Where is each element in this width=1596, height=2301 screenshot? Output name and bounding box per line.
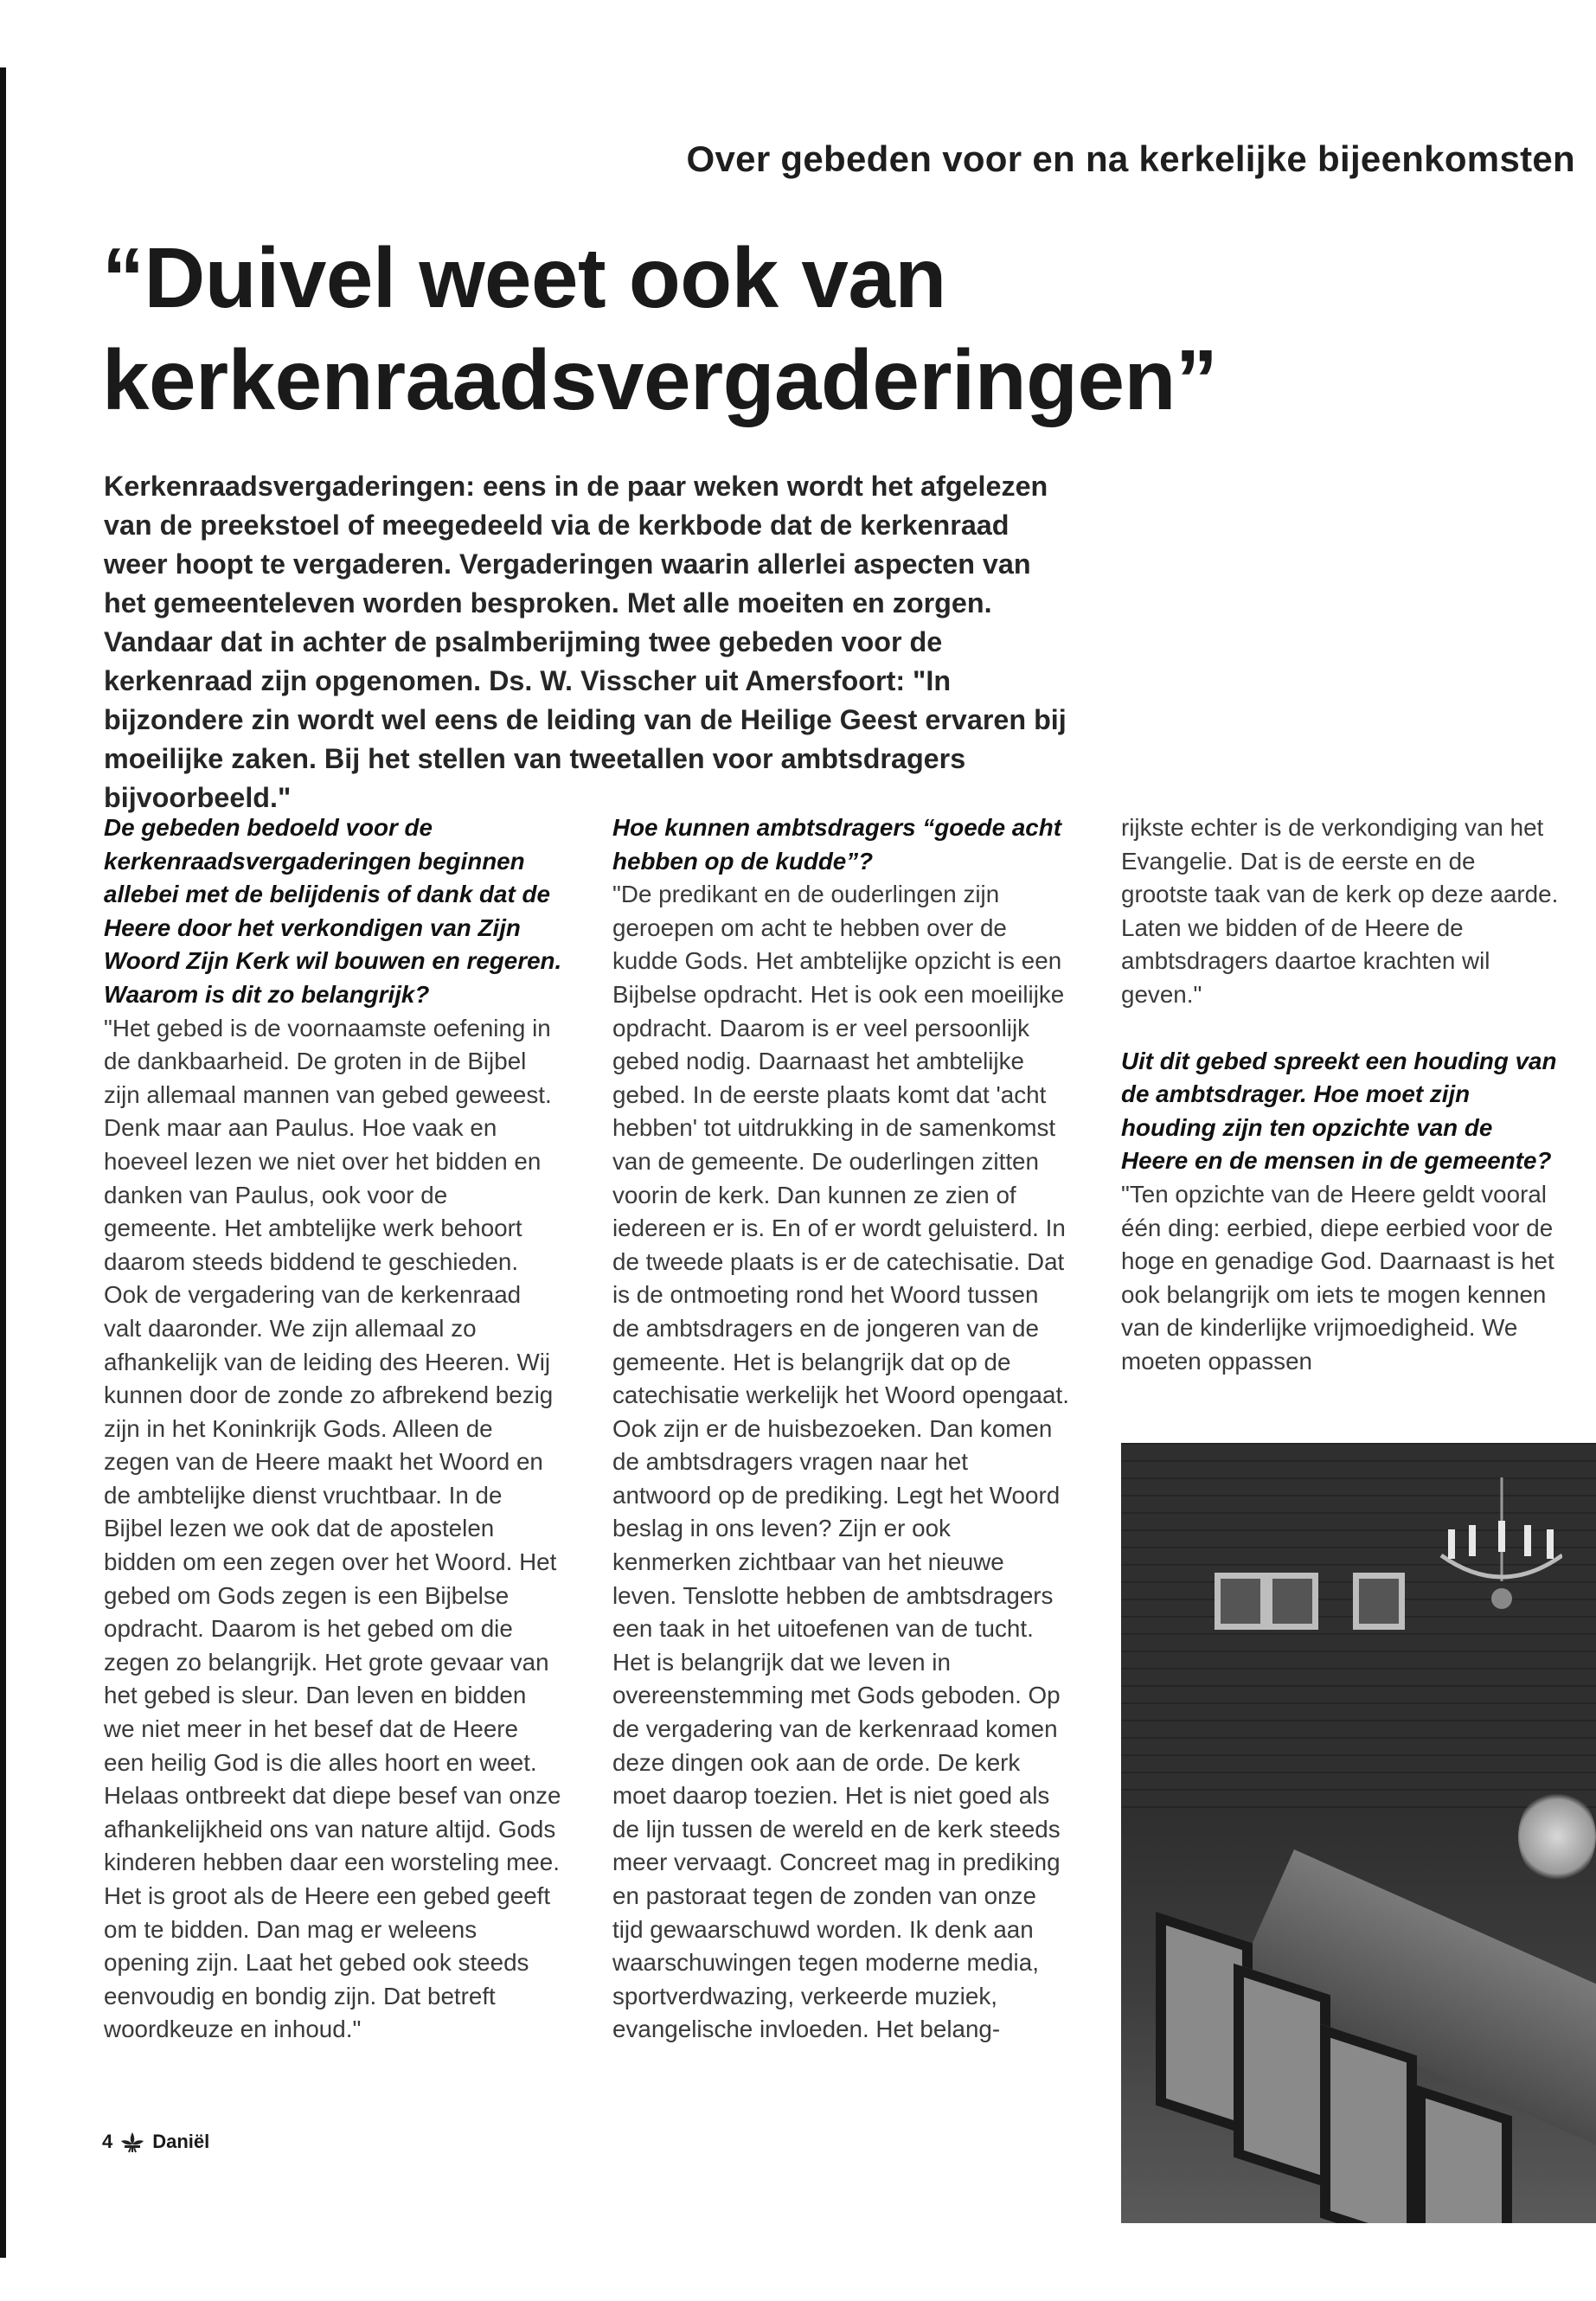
article-lead: Kerkenraadsvergaderingen: eens in de paar weken wordt het afgelezen van de preekstoel of meegedeeld via de kerkbode dat de kerkenraad weer hoopt te vergaderen. Vergaderingen waarin allerlei aspecten van het gemeenteleven worden besproken. Met alle moeiten en zorgen. Vandaar dat in achter de psalmberijming twee gebeden voor de kerkenraad zijn opgenomen. Ds. W. Visscher uit Amersfoort: "In bijzondere zin wordt wel eens de leiding van de Heilige Geest ervaren bij moeilijke zaken. Bij het stellen van tweetallen voor ambtsdragers bijvoorbeeld." [104, 471, 1067, 813]
page-edge-rule [0, 67, 6, 2258]
page-footer [102, 2131, 209, 2153]
column-1 [104, 811, 562, 2047]
interview-answer: "De predikant en de ouderlingen zijn geroepen om acht te hebben over de kudde Gods. Het ambtelijke opzicht is een Bijbelse opdracht. Het is ook een moeilijke opdracht. Daarom is er veel persoonlijk gebed nodig. Daarnaast het ambtelijke gebed. In de eerste plaats komt dat 'acht hebben' tot uitdrukking in de samenkomst van de gemeente. De ouderlingen zitten voorin de kerk. Dan kunnen ze zien of iedereen er is. En of er wordt geluisterd. In de tweede plaats is er de catechisatie. Dat is de ontmoeting rond het Woord tussen de ambtsdragers en de jongeren van de gemeente. Het is belangrijk dat op de catechisatie werkelijk het Woord opengaat. Ook zijn er de huisbezoeken. Dan komen de ambtsdragers vragen naar het antwoord op de prediking. Legt het Woord beslag in ons leven? Zijn er ook kenmerken zichtbaar van het nieuwe leven. Tenslotte hebben de ambtsdragers een taak in het uitoefenen van de tucht. Het is belangrijk dat we leven in overeenstemming met Gods geboden. Op de vergadering van de kerkenraad komen deze dingen ook aan de orde. De kerk moet daarop toezien. Het is niet goed als de lijn tussen de wereld en de kerk steeds meer vervaagt. Concreet mag in prediking en pastoraat tegen de zonden van onze tijd gewaarschuwd worden. Ik denk aan waarschuwingen tegen moderne media, sportverdwazing, verkeerde muziek, evangelische invloeden. Het belang- [612, 881, 1069, 2043]
magazine-name: Daniël [152, 2131, 210, 2152]
wall-picture-frame [1215, 1573, 1266, 1630]
lily-icon [119, 2131, 145, 2153]
article-kicker: Over gebeden voor en na kerkelijke bijeenkomsten [686, 138, 1575, 179]
article-headline [102, 227, 1529, 431]
headline-line-1: “Duivel weet ook van [102, 230, 946, 325]
column-2 [612, 811, 1071, 2047]
chair [1415, 2085, 1512, 2223]
page-number: 4 [102, 2131, 113, 2152]
flower-bouquet [1518, 1789, 1596, 1884]
wall-picture-frame [1266, 1573, 1318, 1630]
interview-question: Hoe kunnen ambtsdragers “goede acht hebben op de kudde”? [612, 814, 1061, 875]
headline-line-2: kerkenraadsvergaderingen” [102, 332, 1218, 427]
chair [1234, 1964, 1330, 2189]
interview-answer: "Ten opzichte van de Heere geldt vooral één ding: eerbied, diepe eerbied voor de hoge en genadige God. Daarnaast is het ook belangrijk om iets te mogen kennen van de kinderlijke vrijmoedigheid. We moeten oppassen [1121, 1180, 1554, 1375]
interview-answer: "Het gebed is de voornaamste oefening in de dankbaarheid. De groten in de Bijbel zijn allemaal mannen van gebed geweest. Denk maar aan Paulus. Hoe vaak en hoeveel lezen we niet over het bidden en danken van Paulus, ook voor de gemeente. Het ambtelijke werk behoort daarom steeds biddend te geschieden. Ook de vergadering van de kerkenraad valt daaronder. We zijn allemaal zo afhankelijk van de leiding des Heeren. Wij kunnen door de zonde zo afbrekend bezig zijn in het Koninkrijk Gods. Alleen de zegen van de Heere maakt het Woord en de ambtelijke dienst vruchtbaar. In de Bijbel lezen we ook dat de apostelen bidden om een zegen over het Woord. Het gebed om Gods zegen is een Bijbelse opdracht. Daarom is het gebed om die zegen zo belangrijk. Het grote gevaar van het gebed is sleur. Dan leven en bidden we niet meer in het besef dat de Heere een heilig God is die alles hoort en weet. Helaas ontbreekt dat diepe besef van onze afhankelijkheid ons van nature altijd. Gods kinderen hebben daar een worsteling mee. Het is groot als de Heere een gebed geeft om te bidden. Dan mag er weleens opening zijn. Laat het gebed ook steeds eenvoudig en bondig zijn. Dat betreft woordkeuze en inhoud." [104, 1014, 561, 2043]
interview-question: Uit dit gebed spreekt een houding van de ambtsdrager. Hoe moet zijn houding zijn ten opzichte van de Heere en de mensen in de gemeente? [1121, 1047, 1557, 1175]
chair [1320, 2024, 1417, 2223]
chandelier-icon [1433, 1477, 1562, 1633]
interview-answer-continuation: rijkste echter is de verkondiging van het Evangelie. Dat is de eerste en de grootste taak van de kerk op deze aarde. Laten we bidden of de Heere de ambtsdragers daartoe krachten wil geven." [1121, 814, 1559, 1008]
wall-picture-frame [1353, 1573, 1405, 1630]
interview-question: De gebeden bedoeld voor de kerkenraadsvergaderingen beginnen allebei met de belijdenis of dank dat de Heere door het verkondigen van Zijn Woord Zijn Kerk wil bouwen en regeren. Waarom is dit zo belangrijk? [104, 814, 562, 1008]
column-3 [1121, 811, 1562, 1379]
consistory-room-photo [1121, 1443, 1596, 2223]
